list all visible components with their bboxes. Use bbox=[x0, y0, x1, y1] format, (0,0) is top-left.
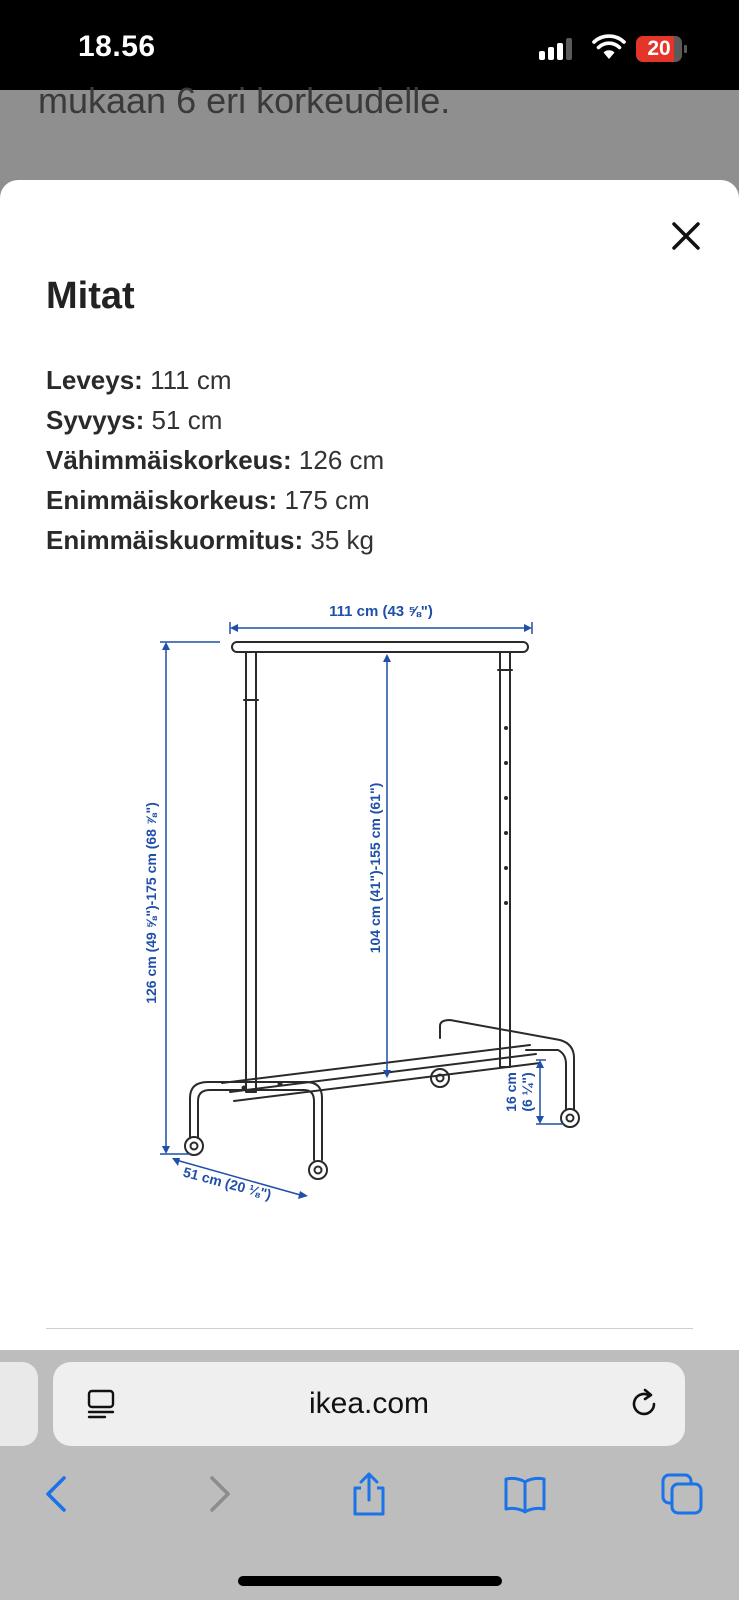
width-label: 111 cm (43 ⅝") bbox=[329, 603, 433, 620]
reader-icon[interactable] bbox=[85, 1388, 117, 1420]
status-time: 18.56 bbox=[78, 30, 156, 63]
url-text: ikea.com bbox=[308, 1387, 430, 1420]
clothes-rack-diagram bbox=[140, 598, 700, 1238]
dimensions-list bbox=[46, 360, 384, 560]
dimension-max-load: Enimmäiskuormitus: 35 kg bbox=[46, 525, 375, 555]
share-icon[interactable] bbox=[347, 1472, 391, 1516]
previous-tab-peek[interactable] bbox=[0, 1362, 38, 1446]
depth-label: 51 cm (20 ⅛") bbox=[181, 1163, 274, 1203]
tabs-icon[interactable] bbox=[660, 1472, 704, 1516]
battery-icon bbox=[636, 36, 688, 62]
sheet-title: Mitat bbox=[46, 275, 135, 317]
bookmarks-icon[interactable] bbox=[503, 1472, 547, 1516]
dimension-depth: Syvyys: 51 cm bbox=[46, 405, 223, 435]
background-page-text: mukaan 6 eri korkeudelle. bbox=[38, 80, 451, 121]
divider bbox=[46, 1328, 693, 1329]
address-bar[interactable] bbox=[53, 1362, 685, 1446]
browser-toolbar bbox=[0, 1350, 739, 1600]
back-icon[interactable] bbox=[36, 1472, 80, 1516]
shelf-height-imperial-label: (6 ¼") bbox=[519, 1072, 535, 1112]
rail-height-label: 104 cm (41")-155 cm (61") bbox=[367, 782, 383, 954]
close-icon[interactable] bbox=[666, 216, 706, 256]
wifi-icon bbox=[592, 34, 626, 60]
shelf-height-label: 16 cm bbox=[503, 1072, 519, 1112]
dimension-max-height: Enimmäiskorkeus: 175 cm bbox=[46, 485, 370, 515]
signal-icon bbox=[539, 38, 577, 60]
height-label: 126 cm (49 ⅝")-175 cm (68 ⅞") bbox=[143, 802, 159, 1004]
status-bar bbox=[0, 0, 739, 90]
forward-icon[interactable] bbox=[196, 1472, 240, 1516]
reload-icon[interactable] bbox=[628, 1388, 660, 1420]
dimension-min-height: Vähimmäiskorkeus: 126 cm bbox=[46, 445, 385, 475]
dimension-width: Leveys: 111 cm bbox=[46, 365, 232, 395]
home-indicator bbox=[238, 1576, 502, 1586]
dimensions-sheet bbox=[0, 180, 739, 1350]
battery-level: 20 bbox=[647, 37, 671, 60]
